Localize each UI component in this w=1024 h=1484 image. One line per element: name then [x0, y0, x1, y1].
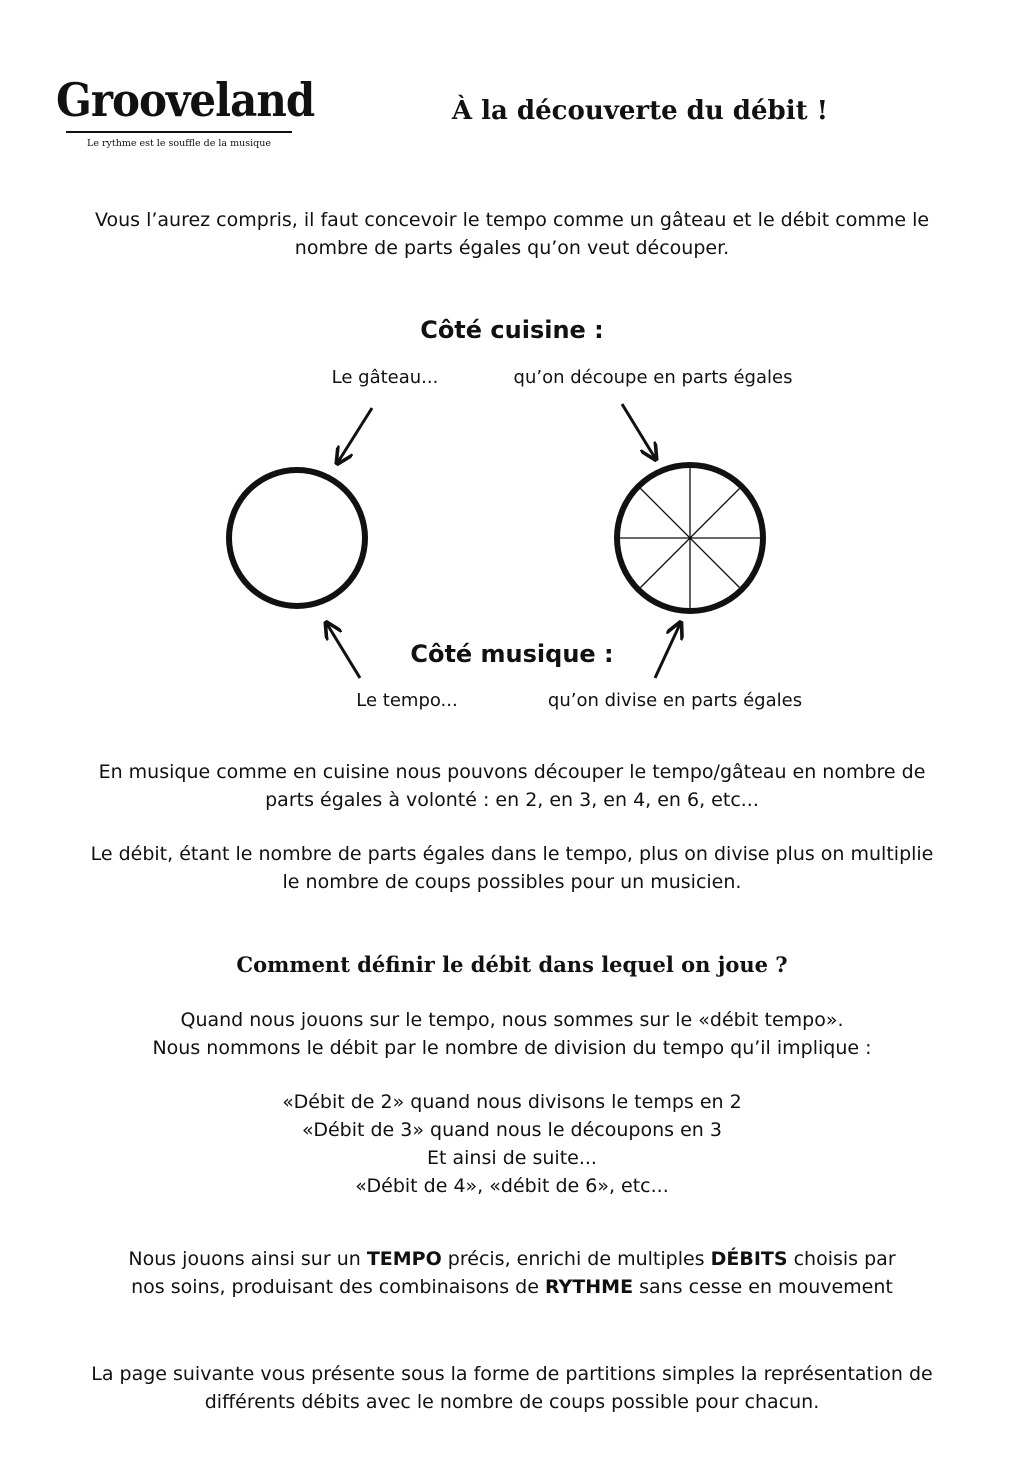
- example-item: «Débit de 2» quand nous divisons le temps en 2: [282, 1091, 742, 1113]
- summary-paragraph: [30, 1245, 994, 1301]
- summary-text: sans cesse en mouvement: [633, 1276, 893, 1298]
- example-item: «Débit de 3» quand nous le découpons en 3: [302, 1119, 722, 1141]
- keyword-rythme: RYTHME: [544, 1276, 634, 1298]
- intro-paragraph: [30, 206, 994, 262]
- next-page-paragraph: [30, 1360, 994, 1416]
- whole-cake-circle: [229, 470, 365, 606]
- logo-divider: [66, 131, 292, 133]
- summary-text: Nous jouons ainsi sur un: [128, 1248, 367, 1270]
- section-heading: Comment définir le débit dans lequel on joue ?: [236, 952, 788, 977]
- summary-text: choisis par: [787, 1248, 896, 1270]
- keyword-tempo: TEMPO: [366, 1248, 442, 1270]
- intro-line-1: Vous l’aurez compris, il faut concevoir le tempo comme un gâteau et le débit comme le: [94, 209, 930, 231]
- intro-line-2: nombre de parts égales qu’on veut découper.: [294, 237, 730, 259]
- logo-tagline: Le rythme est le souffle de la musique: [87, 138, 271, 149]
- caption-tempo: Le tempo...: [356, 690, 458, 711]
- summary-line-2: [30, 1273, 994, 1301]
- naming-line-1: Quand nous jouons sur le tempo, nous sommes sur le «débit tempo».: [180, 1009, 844, 1031]
- cake-diagram: [0, 380, 1024, 680]
- summary-text: précis, enrichi de multiples: [441, 1248, 711, 1270]
- debit-line-1: Le débit, étant le nombre de parts égales dans le tempo, plus on divise plus on multiplie: [90, 843, 934, 865]
- page-title: À la découverte du débit !: [451, 96, 829, 126]
- arrow-cake: [338, 408, 372, 462]
- logo-title: Grooveland: [56, 73, 315, 127]
- music-heading: Côté musique :: [410, 640, 614, 668]
- caption-divide: qu’on divise en parts égales: [547, 690, 803, 711]
- music-paragraph: [30, 758, 994, 814]
- debit-paragraph: [30, 840, 994, 896]
- debit-line-2: le nombre de coups possibles pour un musicien.: [282, 871, 742, 893]
- summary-line-1: [30, 1245, 994, 1273]
- kitchen-heading: Côté cuisine :: [420, 316, 604, 344]
- caption-cake: Le gâteau...: [331, 367, 439, 388]
- music-line-2: parts égales à volonté : en 2, en 3, en 4, en 6, etc...: [265, 789, 759, 811]
- slice-lines: [620, 468, 760, 608]
- caption-cut: qu’on découpe en parts égales: [513, 367, 793, 388]
- naming-paragraph: [30, 1006, 994, 1062]
- example-item: «Débit de 4», «débit de 6», etc...: [355, 1175, 669, 1197]
- next-page-line-1: La page suivante vous présente sous la forme de partitions simples la représentation de: [91, 1363, 933, 1385]
- arrow-cut: [622, 404, 655, 458]
- next-page-line-2: différents débits avec le nombre de coups possible pour chacun.: [204, 1391, 820, 1413]
- keyword-debits: DÉBITS: [710, 1248, 788, 1270]
- summary-text: nos soins, produisant des combinaisons de: [131, 1276, 545, 1298]
- examples-list: [30, 1088, 994, 1200]
- example-item: Et ainsi de suite...: [427, 1147, 597, 1169]
- music-line-1: En musique comme en cuisine nous pouvons découper le tempo/gâteau en nombre de: [98, 761, 926, 783]
- naming-line-2: Nous nommons le débit par le nombre de division du tempo qu’il implique :: [152, 1037, 872, 1059]
